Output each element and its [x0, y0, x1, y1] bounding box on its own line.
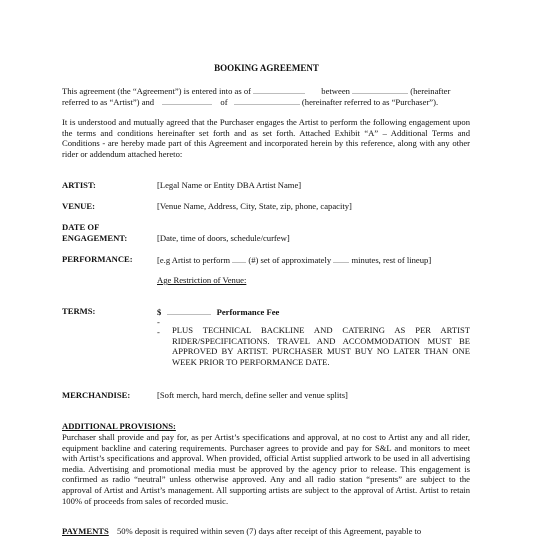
fee-label: Performance Fee	[216, 307, 280, 317]
payments-text: 50% deposit is required within seven (7) days after receipt of this Agreement, payable to	[116, 526, 422, 536]
date-blank	[253, 85, 305, 94]
artist-blank	[352, 85, 408, 94]
date-label-line-2: ENGAGEMENT:	[62, 233, 128, 243]
performance-text: (#) set of approximately	[248, 255, 332, 265]
currency-symbol: $	[157, 307, 162, 317]
terms-label: TERMS:	[62, 306, 96, 316]
age-restriction-label: Age Restriction of Venue:	[157, 275, 247, 285]
document-title: BOOKING AGREEMENT	[214, 63, 319, 73]
intro-text: of	[220, 97, 228, 107]
minutes-blank	[333, 254, 349, 263]
terms-bullet: -	[157, 327, 160, 337]
date-value: [Date, time of doors, schedule/curfew]	[157, 233, 290, 243]
merchandise-value: [Soft merch, hard merch, define seller and venue splits]	[157, 390, 348, 400]
date-label-line-1: DATE OF	[62, 222, 100, 232]
performance-text: [e.g Artist to perform	[157, 255, 231, 265]
performance-label: PERFORMANCE:	[62, 254, 133, 264]
purchaser-blank	[162, 96, 212, 105]
intro-text: This agreement (the “Agreement”) is entered into as of	[62, 86, 251, 96]
intro-text: (hereinafter referred to as “Purchaser”).	[301, 97, 439, 107]
payments-label: PAYMENTS	[62, 526, 109, 536]
venue-label: VENUE:	[62, 201, 95, 211]
artist-value: [Legal Name or Entity DBA Artist Name]	[157, 180, 302, 190]
intro-text: between	[321, 86, 350, 96]
fee-blank	[167, 306, 211, 315]
additional-provisions-heading: ADDITIONAL PROVISIONS:	[62, 421, 176, 431]
intro-line-2	[62, 96, 472, 108]
performance-text: minutes, rest of lineup]	[351, 255, 432, 265]
payments-line	[62, 526, 472, 537]
set-count-blank	[232, 254, 246, 263]
terms-plus-text: PLUS TECHNICAL BACKLINE AND CATERING AS PER ARTIST RIDER/SPECIFICATIONS. TRAVEL AND ACCOMMODATION MUST BE APPROVED BY ARTIST. PURCHASER MUST BUY NO LATER THAN ONE WEEK PRIOR TO PERFORMANCE DATE.	[172, 325, 470, 367]
additional-provisions-body: Purchaser shall provide and pay for, as per Artist’s specifications and approval, at no cost to Artist any and all rider, equipment backline and catering requirements. Purchaser agrees to provide and pay for S&L and monitors to meet with Artist’s specifications and approval. When provided, official Artist supplied artwork to be used in all advertising media. Advertising and promotional media must be approved by the agency prior to release. This engagement is confirmed as radio “neutral” unless otherwise approved. Any and all radio station “presents” are subject to the approval of Artist and Artist’s management. All supporting artists are subject to the approval of Artist. Artist to retain 100% of proceeds from sales of recorded music.	[62, 432, 470, 506]
intro-text: referred to as “Artist”) and	[62, 97, 155, 107]
merchandise-label: MERCHANDISE:	[62, 390, 131, 400]
artist-label: ARTIST:	[62, 180, 96, 190]
performance-value	[157, 254, 431, 266]
location-blank	[234, 96, 300, 105]
intro-line-1	[62, 85, 472, 97]
terms-fee-line	[157, 306, 279, 318]
intro-text: (hereinafter	[410, 86, 451, 96]
intro-paragraph: It is understood and mutually agreed that the Purchaser engages the Artist to perform the following engagement upon the terms and conditions hereinafter set forth and as set forth. Attached Exhibit “A” – Additional Terms and Conditions - are hereby made part of this Agreement and incorporated herein by this reference, along with any other rider or addendum attached hereto:	[62, 117, 470, 159]
venue-value: [Venue Name, Address, City, State, zip, phone, capacity]	[157, 201, 352, 211]
terms-bullet: -	[157, 317, 160, 327]
